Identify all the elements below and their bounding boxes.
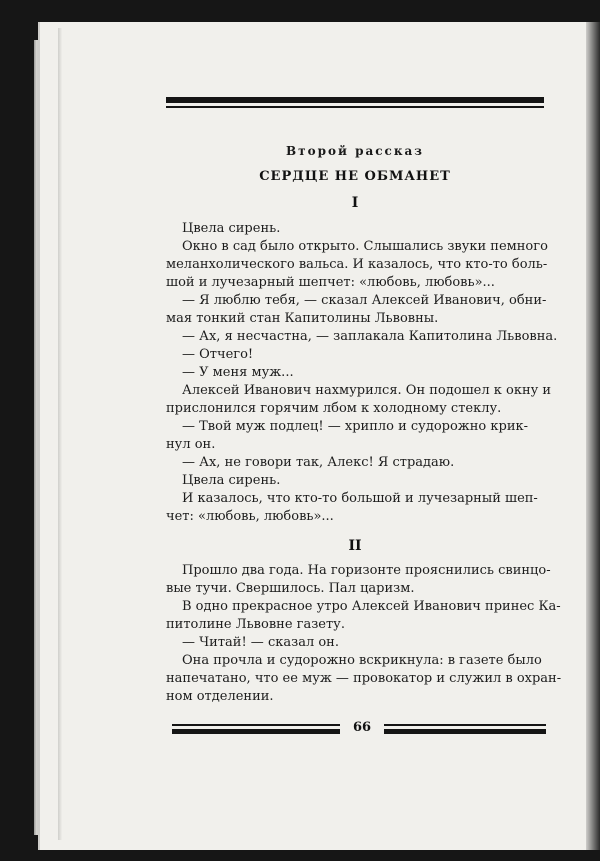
text-line: меланхолического вальса. И казалось, что кто-то боль- [166, 257, 548, 272]
text-line: — Отчего! [182, 347, 254, 362]
text-line: — Ах, не говори так, Алекс! Я страдаю. [182, 455, 455, 470]
text-line: И казалось, что кто-то большой и лучезарный шеп- [182, 491, 538, 506]
header-rule-thick [166, 97, 544, 103]
text-line: Цвела сирень. [182, 221, 281, 236]
text-line: чет: «любовь, любовь»... [166, 509, 334, 524]
text-line: — Ах, я несчастна, — заплакала Капитолина Львовна. [182, 329, 558, 344]
text-line: Цвела сирень. [182, 473, 281, 488]
story-title: СЕРДЦЕ НЕ ОБМАНЕТ [259, 169, 451, 184]
page-number: 66 [352, 720, 372, 735]
text-line: Окно в сад было открыто. Слышались звуки пемного [182, 239, 548, 254]
chapter-numeral-2: II [348, 538, 362, 554]
header-rule-thin [166, 106, 544, 108]
text-line: — Я люблю тебя, — сказал Алексей Иванович, обни- [182, 293, 547, 308]
text-line: — Читай! — сказал он. [182, 635, 339, 650]
spine-shadow [586, 22, 600, 850]
text-line: вые тучи. Свершилось. Пал царизм. [166, 581, 415, 596]
text-line: мая тонкий стан Капитолины Львовны. [166, 311, 439, 326]
footer-rule-left [172, 724, 340, 736]
text-line: — У меня муж... [182, 365, 294, 380]
text-line: шой и лучезарный шепчет: «любовь, любовь»... [166, 275, 495, 290]
text-line: напечатано, что ее муж — провокатор и служил в охран- [166, 671, 562, 686]
text-line: Прошло два года. На горизонте прояснились свинцо- [182, 563, 551, 578]
text-line: ном отделении. [166, 689, 274, 704]
text-line: Она прочла и судорожно вскрикнула: в газете было [182, 653, 542, 668]
section-label: Второй рассказ [286, 144, 424, 158]
text-line: В одно прекрасное утро Алексей Иванович принес Ка- [182, 599, 561, 614]
text-line: прислонился горячим лбом к холодному стеклу. [166, 401, 502, 416]
text-line: — Твой муж подлец! — хрипло и судорожно крик- [182, 419, 529, 434]
text-line: Алексей Иванович нахмурился. Он подошел к окну и [182, 383, 552, 398]
page-inner-edge [58, 28, 62, 840]
footer-rule-right-thin [384, 724, 546, 726]
footer-rule-right [384, 724, 546, 736]
chapter-numeral-1: I [351, 195, 359, 211]
footer-rule-left-thin [172, 724, 340, 726]
text-line: питолине Львовне газету. [166, 617, 345, 632]
footer-rule-left-thick [172, 729, 340, 734]
text-line: нул он. [166, 437, 216, 452]
footer-rule-right-thick [384, 729, 546, 734]
header-rule [166, 97, 544, 109]
